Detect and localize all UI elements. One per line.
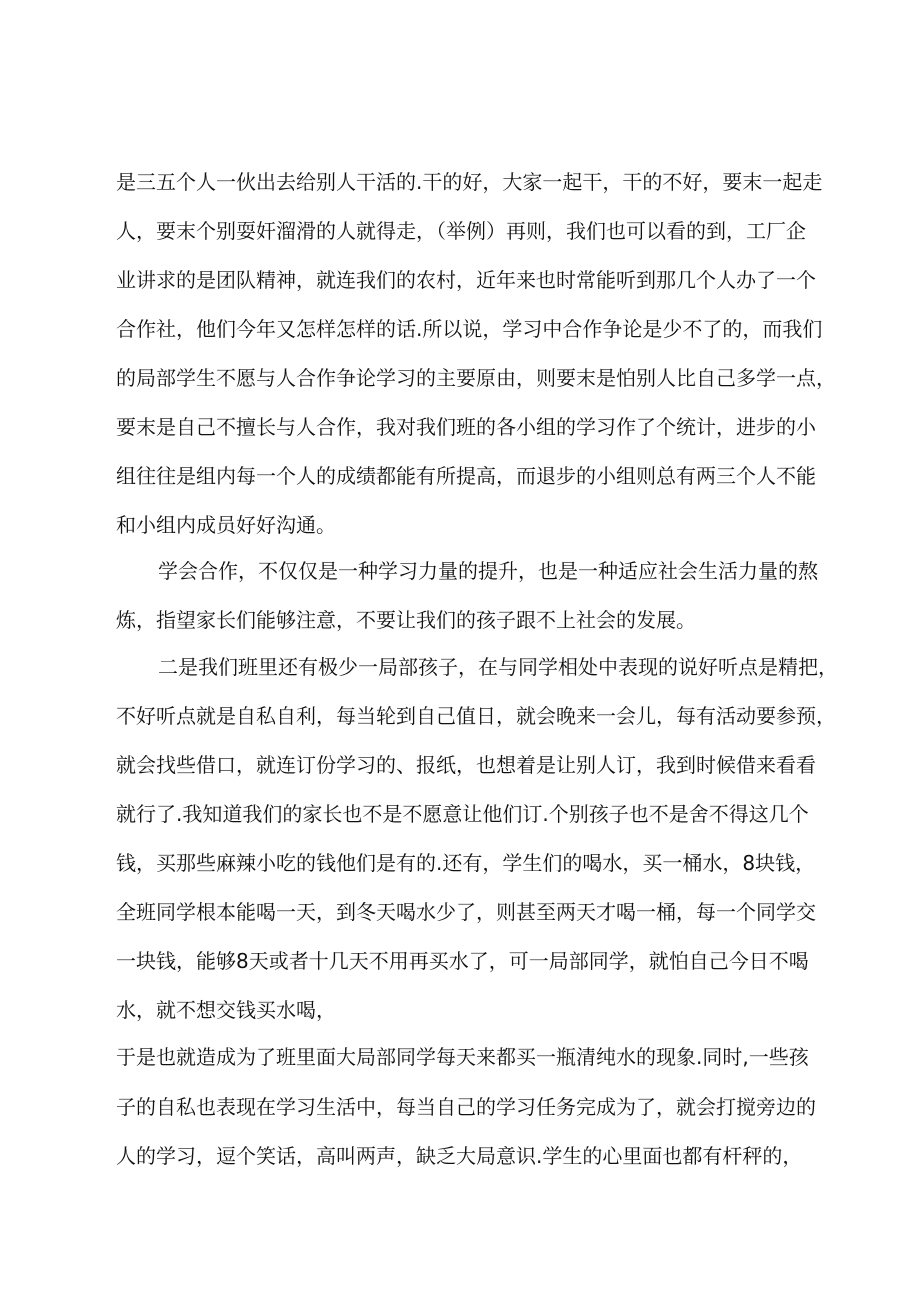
text-line: 的局部学生不愿与人合作争论学习的主要原由，则要末是怕别人比自己多学一点， xyxy=(116,366,836,390)
paragraph-first-line: 二是我们班里还有极少一局部孩子，在与同学相处中表现的说好听点是精把， xyxy=(158,655,838,679)
text-line: 是三五个人一伙出去给别人干活的.干的好，大家一起干，干的不好，要末一起走 xyxy=(116,170,823,194)
text-line: 组往往是组内每一个人的成绩都能有所提高，而退步的小组则总有两三个人不能 xyxy=(116,464,816,488)
text-line: 水，就不想交钱买水喝， xyxy=(116,998,336,1022)
text-line: 子的自私也表现在学习生活中，每当自己的学习任务完成为了，就会打搅旁边的 xyxy=(116,1095,816,1119)
text-line: 人的学习，逗个笑话，高叫两声，缺乏大局意识.学生的心里面也都有杆秤的， xyxy=(116,1144,803,1168)
text-line: 就行了.我知道我们的家长也不是不愿意让他们订.个别孩子也不是舍不得这几个 xyxy=(116,802,809,826)
text-line: 和小组内成员好好沟通。 xyxy=(116,513,336,537)
text-line: 人，要末个别耍奸溜滑的人就得走，（举例）再则，我们也可以看的到，工厂企 xyxy=(116,219,806,243)
text-line: 业讲求的是团队精神，就连我们的农村，近年来也时常能听到那几个人办了一个 xyxy=(116,268,816,292)
paragraph-first-line: 学会合作，不仅仅是一种学习力量的提升，也是一种适应社会生活力量的熬 xyxy=(158,559,818,583)
text-line: 一块钱，能够8天或者十几天不用再买水了，可一局部同学，就怕自己今日不喝 xyxy=(116,949,809,973)
text-line: 全班同学根本能喝一天，到冬天喝水少了，则甚至两天才喝一桶，每一个同学交 xyxy=(116,900,816,924)
text-line: 钱，买那些麻辣小吃的钱他们是有的.还有，学生们的喝水，买一桶水，8块钱， xyxy=(116,851,816,875)
text-line: 不好听点就是自私自利，每当轮到自己值日，就会晚来一会儿，每有活动要参预， xyxy=(116,704,836,728)
text-line: 就会找些借口，就连订份学习的、报纸，也想着是让别人订，我到时候借来看看 xyxy=(116,753,816,777)
text-line: 于是也就造成为了班里面大局部同学每天来都买一瓶清纯水的现象.同时,一些孩 xyxy=(116,1045,809,1069)
text-line: 炼，指望家长们能够注意，不要让我们的孩子跟不上社会的发展。 xyxy=(116,608,696,632)
text-line: 要末是自己不擅长与人合作，我对我们班的各小组的学习作了个统计，进步的小 xyxy=(116,415,816,439)
text-line: 合作社，他们今年又怎样怎样的话.所以说，学习中合作争论是少不了的，而我们 xyxy=(116,317,823,341)
